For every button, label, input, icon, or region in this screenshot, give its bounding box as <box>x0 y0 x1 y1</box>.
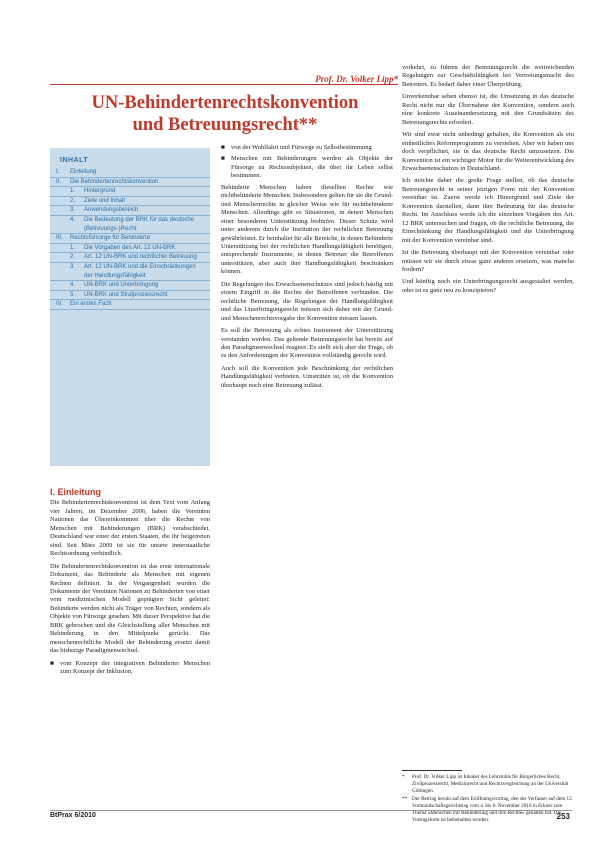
toc-item-number: 3. <box>70 207 76 214</box>
column-2 <box>221 144 393 394</box>
list-item-text: von der Wohlfahrt und Fürsorge zu Selbstbestimmung <box>231 144 372 151</box>
article-title <box>52 92 398 136</box>
bullet-icon: ■ <box>221 144 225 151</box>
footnote-mark: ** <box>402 796 408 803</box>
footnote-mark: * <box>402 774 405 780</box>
toc-item-label: Ziele und Inhalt <box>84 197 126 204</box>
toc-item-number: 3. <box>70 263 76 270</box>
bullet-icon: ■ <box>50 659 54 667</box>
paragraph: Und künftig noch ein Unterbringungsrecht ausgestaltet werden, oder ist es ganz neu zu konzipieren? <box>402 278 574 294</box>
paragraph: Auch soll die Konvention jede Beschränkung der rechtlichen Handlungsfähigkeit verbieten. Umstritten ist, ob die Konvention überhaupt noch eine Betreuung zulässt. <box>221 364 393 389</box>
toc-item-label: Die Bedeutung der BRK für das deutsche (Betreuungs-)Recht <box>84 216 195 232</box>
section-heading: I. Einleitung <box>50 487 101 497</box>
author-line: Prof. Dr. Volker Lipp* <box>315 74 398 84</box>
toc-item-label: Rechtsfürsorge für Behinderte <box>70 235 151 242</box>
toc-item-number: 1. <box>70 188 76 195</box>
toc-item-label: Anwendungsbereich <box>84 207 139 214</box>
header-rule <box>50 84 398 85</box>
toc-item <box>50 178 210 188</box>
toc-item-label: UN-BRK und Unterbringung <box>84 282 159 289</box>
toc-item-label: Hintergrund <box>84 188 116 195</box>
toc-item <box>50 291 210 301</box>
toc-item <box>50 244 210 254</box>
list-item <box>221 155 393 180</box>
footnote-rule <box>402 770 462 771</box>
paragraph: Behinderte Menschen haben dieselben Rechte wie nichtbehinderte Menschen. Insbesondere gelten für sie die Grund- und Menschenrechte in gleicher Weise wie für nichtbehinderte Menschen. Allerdings gibt es Situationen, in denen Menschen einer besonderen Unterstützung bedürfen. Dieser Schutz wird unter anderem durch die Institution der rechtlichen Betreuung gewährleistet. Er beinhaltet für alle Bereiche, in denen Behinderte Unterstützung bei der rechtlichen Handlungsfähigkeit benötigen, entsprechende Instrumente, in denen Betreuer die Betroffenen unterstützen, aber auch ihre Handlungsfähigkeit beschränken können. <box>221 183 393 276</box>
title-line-2: und Betreuungsrecht** <box>132 115 318 135</box>
toc-item-number: I. <box>56 169 60 175</box>
list-item-text: vom Konzept der integrativen Behinderter Menschen zum Konzept der Inklusion, <box>60 659 210 676</box>
toc-item-label: Art. 12 UN-BRK und rechtlicher Betreuung <box>84 254 197 261</box>
toc-item <box>50 281 210 291</box>
paragraph: vorkehrt, zu führen der Betreuungsrecht die weitreichenden Regelungen zur Geschäftsfähigkeit bei Vertretungsmacht des Betreuers. Es bedarf daher einer Überprüfung. <box>402 64 574 88</box>
paragraph: Ist die Betreuung überhaupt mit der Konvention vereinbar oder müssen wir sie durch etwas ganz anderes ersetzen, was manche fordern? <box>402 249 574 273</box>
toc-item-label: Die Vorgaben des Art. 12 UN-BRK <box>84 244 176 251</box>
toc-item <box>50 253 210 263</box>
paragraph: Es soll die Betreuung als echtes Instrument der Unterstützung verstanden werden. Das geltende Betreuungsrecht hat bereits auf den Paradigmenwechsel reagiert. Es stellt sich aber die Frage, ob es den Anforderungen der Konvention vollständig gerecht wird. <box>221 327 393 360</box>
paragraph: Ich möchte daher die große Frage stellen, ob das deutsche Betreuungsrecht in seiner jetzigen Form mit der Konvention vereinbar ist. Zuerst werde ich Hintergrund und Ziele der Konvention darstellen, dann ihre Bedeutung für das deutsche Recht. Im Anschluss werde ich die einzelnen Vorgaben des Art. 12 BRK untersuchen und fragen, ob die rechtliche Betreuung, die Einschränkung der Handlungsfähigkeit und die Unterbringung mit der Konvention vereinbar sind. <box>402 177 574 244</box>
toc-item <box>50 234 210 244</box>
column-1 <box>50 488 210 680</box>
list-item-text: Menschen mit Behinderungen werden als Objekte der Fürsorge zu Rechtssubjekten, die über ihr Leben selbst bestimmen. <box>231 155 393 180</box>
toc-item <box>50 187 210 197</box>
title-line-1: UN-Behindertenrechtskonvention <box>91 93 359 113</box>
toc-item-number: 5. <box>70 291 76 298</box>
journal-name: BtPrax 6/2010 <box>50 812 96 819</box>
column-3 <box>402 64 574 299</box>
paragraph: Die Regelungen des Erwachsenenschutzes sind jedoch häufig mit einem Eingriff in die Rechte der Betroffenen verbunden. Die rechtliche Betreuung, die Regelungen der Handlungsfähigkeit und das Unterbringungsrecht müssen sich daher mit der Grund- und Menschenrechtsvorgabe der Konvention messen lassen. <box>221 280 393 322</box>
toc-item-label: Die Behindertenrechtskonvention <box>70 178 159 185</box>
toc-item-number: III. <box>56 235 63 242</box>
paragraph: Unverkennbar sehen ebenso ist, die Umsetzung in das deutsche Recht nicht nur die Übernahme der Konvention, sondern auch eine konkrete Auseinandersetzung mit den Grundsätzen des Betreuungsrechts erfordert. <box>402 93 574 126</box>
toc-item-number: 4. <box>70 282 76 289</box>
toc-list <box>50 168 210 310</box>
toc-item-label: Ein erstes Fazit <box>70 301 112 308</box>
toc-item-number: 2. <box>70 254 76 261</box>
page-number: 253 <box>556 812 570 821</box>
toc-item-label: Einleitung <box>70 169 97 175</box>
footnote <box>402 774 574 794</box>
toc-item <box>50 168 210 178</box>
toc-item-number: 2. <box>70 197 76 204</box>
footnote-text: Der Beitrag beruht auf dem Eröffnungsvortrag, den der Verfasser auf dem 12. Vormundschaftsgerichtstag vom 4. bis 6. November 2010 in Erkner zum Thema »Menschen mit Behinderung und ihre Rechte« gehalten hat. Die Vortragsform ist beibehalten worden. <box>412 796 573 823</box>
paragraph: Die Behindertenrechtskonvention ist dem Text vom Anfang vier Jahren, im Dezember 2006, haben die Vereinten Nationen das Übereinkommen über die Rechte von Menschen mit Behinderungen (BRK) verabschiedet. Deutschland war einer der ersten Staaten, die ihr beigetreten sind. Seit März 2009 ist sie für unsere innerstaatliche Rechtsordnung verbindlich. <box>50 499 210 558</box>
footnotes <box>402 774 574 826</box>
toc-heading: INHALT <box>60 157 89 164</box>
list-item <box>50 660 210 677</box>
toc-item-number: II. <box>56 178 62 185</box>
toc-item-label: Art. 12 UN-BRK und die Einschränkungen der Handlungsfähigkeit <box>84 263 196 279</box>
paragraph: Wir sind zwar nicht unbedingt gehalten, die Konvention als ein einheitliches Reformprogramm zu verstehen. Aber wir haben uns doch verpflichtet, sie in das deutsche Recht umzusetzen. Die Konvention ist ein wichtiger Motor für die Weiterentwicklung des Erwachsenenschutzes in Deutschland. <box>402 131 574 172</box>
toc-item <box>50 197 210 207</box>
footnote-text: Prof. Dr. Volker Lipp ist Inhaber des Lehrstuhls für Bürgerliches Recht, Zivilprozessrecht, Medizinrecht und Rechtsvergleichung an der Universität Göttingen. <box>412 774 569 794</box>
bullet-icon: ■ <box>221 155 225 163</box>
toc-item <box>50 263 210 281</box>
toc-item-label: UN-BRK und Strafprozessrecht <box>84 291 168 298</box>
toc-item <box>50 206 210 216</box>
list-item <box>221 144 393 152</box>
toc-item <box>50 300 210 310</box>
toc-item-number: 1. <box>70 244 76 251</box>
footer-rule <box>50 810 572 811</box>
toc-item-number: IV. <box>56 301 63 308</box>
table-of-contents <box>50 148 210 466</box>
toc-item <box>50 216 210 234</box>
paragraph: Die Behindertenrechtskonvention ist das erste internationale Dokument, das Behinderte als Menschen mit eigenen Rechten definiert. In der Vergangenheit wurden die Dokumente der Vereinten Nationen zu Behinderten von einer vom medizinischen Modell geprägten Sicht geleitet: Behinderte werden nicht als Träger von Rechten, sondern als Objekte von Fürsorge gesehen. Mit dieser Perspektive hat die BRK gebrochen und die Gleichstellung aller Menschen mit Behinderung in den Mittelpunkt gerückt. Das menschenrechtliche Modell der Behinderung ersetzt damit das bisherige Paradigmenwechsel. <box>50 562 210 655</box>
toc-item-number: 4. <box>70 216 76 223</box>
